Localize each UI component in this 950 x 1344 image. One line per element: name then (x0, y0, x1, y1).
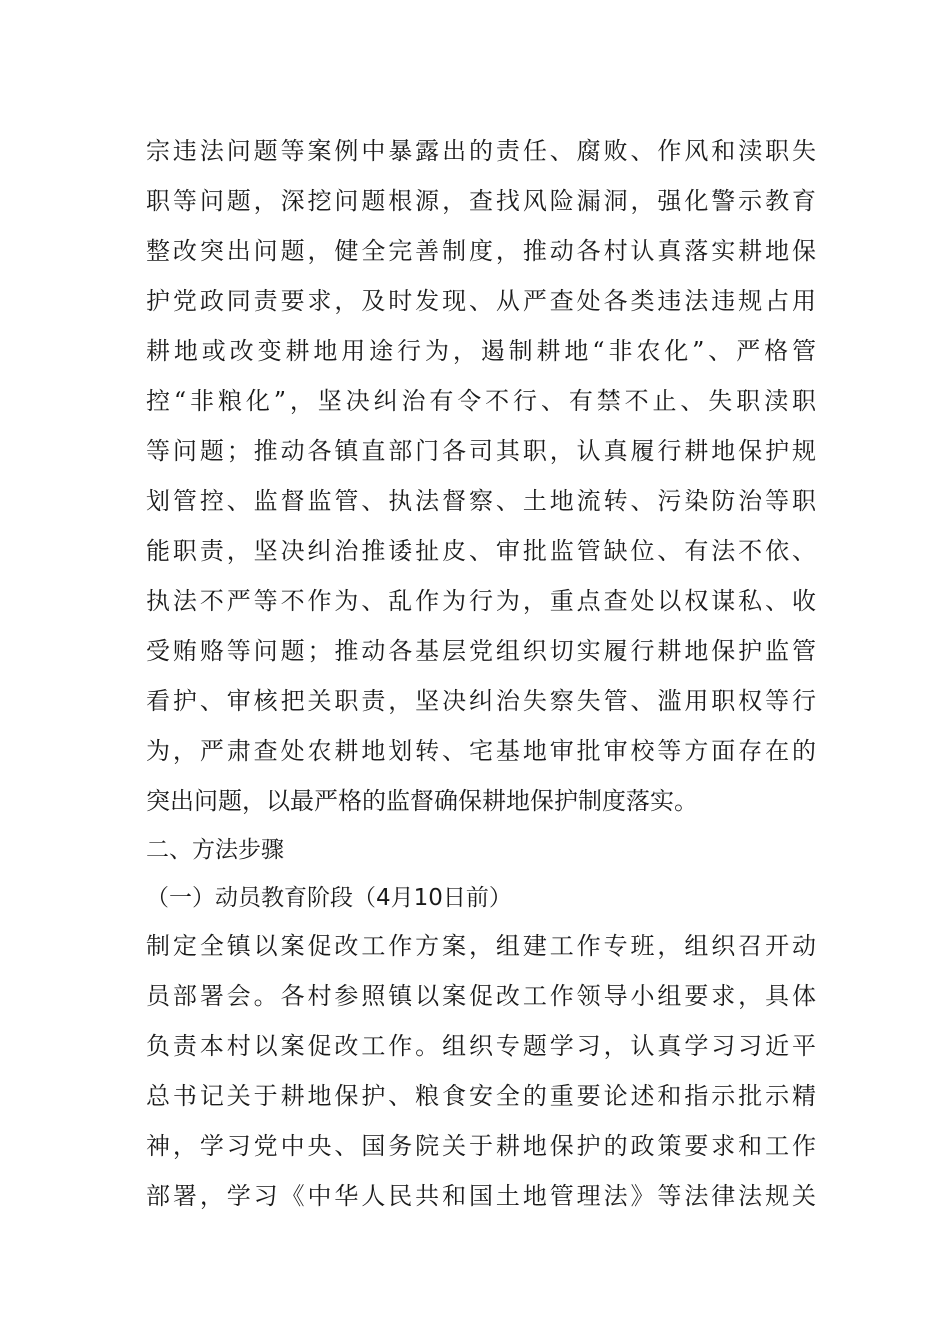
paragraph-line: 能职责，坚决纠治推诿扯皮、审批监管缺位、有法不依、 (146, 537, 816, 565)
paragraph-line: 执法不严等不作为、乱作为行为，重点查处以权谋私、收 (146, 587, 816, 615)
paragraph-line: 为，严肃查处农耕地划转、宅基地审批审校等方面存在的 (146, 737, 816, 765)
paragraph-line: 控“非粮化”，坚决纠治有令不行、有禁不止、失职渎职 (146, 387, 816, 415)
subsection-heading: （一）动员教育阶段（4月10日前） (146, 885, 512, 911)
paragraph-line: 宗违法问题等案例中暴露出的责任、腐败、作风和渎职失 (146, 137, 816, 165)
paragraph-line: 护党政同责要求，及时发现、从严查处各类违法违规占用 (146, 287, 816, 315)
paragraph-line: 负责本村以案促改工作。组织专题学习，认真学习习近平 (146, 1032, 816, 1060)
paragraph-line: 等问题；推动各镇直部门各司其职，认真履行耕地保护规 (146, 437, 816, 465)
paragraph-line: 职等问题，深挖问题根源，查找风险漏洞，强化警示教育 (146, 187, 816, 215)
paragraph-line: 神，学习党中央、国务院关于耕地保护的政策要求和工作 (146, 1132, 816, 1160)
paragraph-line: 突出问题，以最严格的监督确保耕地保护制度落实。 (146, 787, 698, 815)
paragraph-line: 看护、审核把关职责，坚决纠治失察失管、滥用职权等行 (146, 687, 816, 715)
paragraph-line: 耕地或改变耕地用途行为，遏制耕地“非农化”、严格管 (146, 337, 816, 365)
paragraph-line: 划管控、监督监管、执法督察、土地流转、污染防治等职 (146, 487, 816, 515)
paragraph-line: 员部署会。各村参照镇以案促改工作领导小组要求，具体 (146, 982, 816, 1010)
section-heading: 二、方法步骤 (146, 837, 284, 863)
paragraph-line: 部署，学习《中华人民共和国土地管理法》等法律法规关 (146, 1182, 816, 1210)
paragraph-line: 整改突出问题，健全完善制度，推动各村认真落实耕地保 (146, 237, 816, 265)
paragraph-line: 制定全镇以案促改工作方案，组建工作专班，组织召开动 (146, 932, 816, 960)
paragraph-line: 总书记关于耕地保护、粮食安全的重要论述和指示批示精 (146, 1082, 816, 1110)
paragraph-line: 受贿赂等问题；推动各基层党组织切实履行耕地保护监管 (146, 637, 816, 665)
